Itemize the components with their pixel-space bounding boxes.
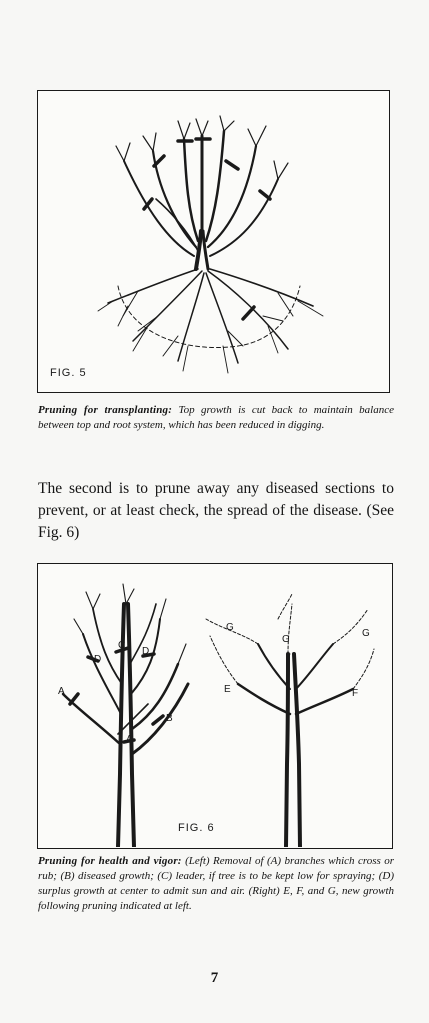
figure-6-caption-text: (Left) Removal of (A) branches which cross or rub; (B) diseased growth; (C) leader, if tree is to be kept low for spraying; (D) surplus growth at center to admit sun and air. (Right) E, F, and G, new growth following pruning indicated at left. (38, 855, 394, 912)
letter-a-center: A (126, 734, 133, 745)
letter-b: B (166, 713, 173, 724)
figure-5-caption-text: Top growth is cut back to maintain balance between top and root system, which has been reduced in digging. (38, 404, 395, 431)
figure-6 (37, 563, 393, 849)
figure-5-caption (38, 403, 394, 433)
figure-6-label: FIG. 6 (178, 822, 215, 834)
figure-6-caption (38, 854, 394, 914)
page-number: 7 (210, 970, 219, 986)
letter-d-left: D (94, 654, 102, 665)
letter-f: F (352, 688, 359, 699)
letter-a-left: A (58, 686, 65, 697)
figure-6-caption-title: Pruning for health and vigor: (38, 855, 182, 867)
figure-5-label: FIG. 5 (50, 367, 87, 379)
letter-g-left: G (226, 622, 234, 633)
body-paragraph: The second is to prune away any diseased sections to prevent, or at least check, the spread of the disease. (See Fig. 6) (38, 480, 394, 541)
transplanting-tree-illustration (38, 91, 388, 391)
letter-g-center: G (282, 634, 290, 645)
letter-g-right: G (362, 628, 370, 639)
letter-c: C (118, 640, 126, 651)
letter-d-right: D (142, 646, 150, 657)
health-pruning-trees-illustration (38, 564, 391, 847)
letter-e: E (224, 684, 231, 695)
figure-5 (37, 90, 390, 393)
figure-5-caption-title: Pruning for transplanting: (38, 404, 173, 416)
